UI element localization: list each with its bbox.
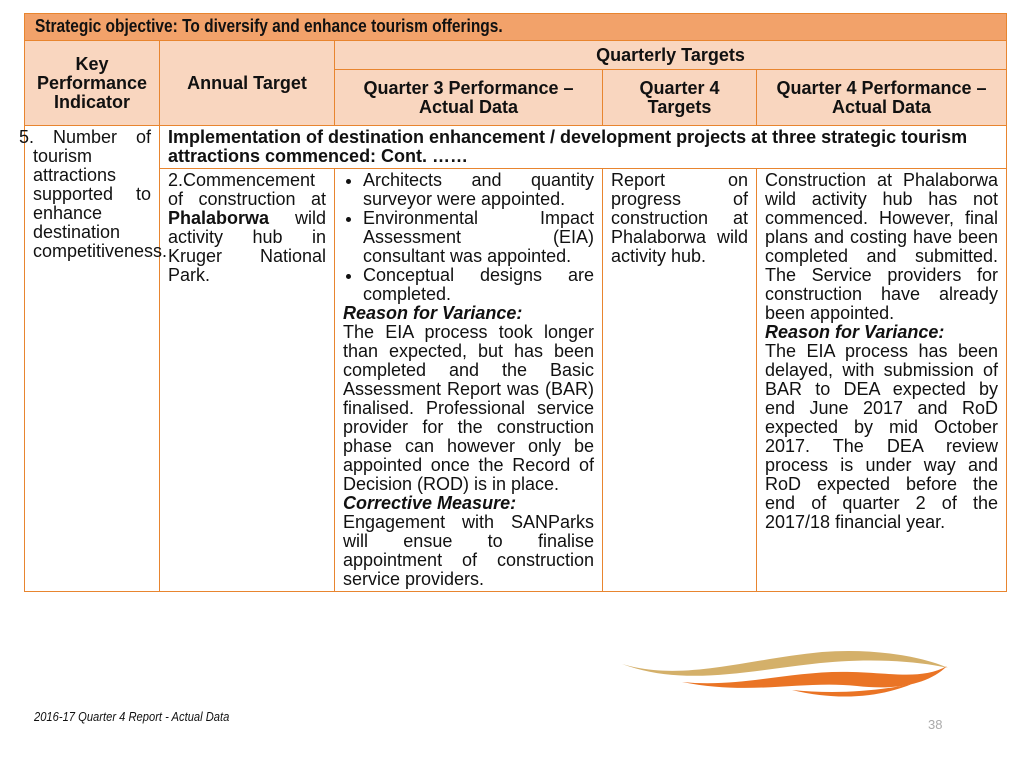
annual-target-header-label: Annual Target (187, 72, 307, 93)
q4-actual-cell (757, 169, 1007, 592)
strategic-objective: Strategic objective: To diversify and enhance tourism offerings. (35, 16, 503, 36)
q3-bullet: • Environmental Impact Assessment (EIA) consultant was appointed. (363, 209, 594, 266)
q4-targets-header (603, 70, 757, 126)
q4-target-cell (603, 169, 757, 592)
q4-reason-text: The EIA process has been delayed, with submission of BAR to DEA expected by end June 2017 and RoD expected by mid October 2017. The DEA review process is under way and RoD expected before the end of quarter 2 of the 2017/18 financial year. (765, 341, 999, 532)
q3-bullet: • Architects and quantity surveyor were appointed. (363, 171, 594, 209)
q3-bullet-list (343, 171, 594, 304)
kpi-cell (19, 126, 168, 592)
q3-actual-cell (335, 169, 603, 592)
span-row-text: Implementation of destination enhancement / development projects at three strategic tourism attractions commenced: Cont. …… (168, 127, 968, 166)
annual-target-prefix: 2.Commencement of construction at (168, 170, 326, 209)
q3-actual-header-label: Quarter 3 Performance – Actual Data (363, 77, 574, 117)
span-row-cell (160, 126, 1007, 169)
footer-text (34, 709, 261, 724)
q3-actual-header (335, 70, 603, 126)
kpi-header-label: Key Performance Indicator (36, 53, 148, 112)
q3-reason-text: The EIA process took longer than expected, but has been completed and the Basic Assessment Report was (BAR) finalised. Professional service provider for the construction phase can however only be appointed once the Record of Decision (ROD) is in place. (343, 322, 594, 494)
q4-target-text: Report on progress of construction at Phalaborwa wild activity hub. (611, 170, 748, 266)
strategic-objective-row (25, 14, 1007, 41)
quarterly-targets-header (335, 41, 1007, 70)
footer-label: 2016-17 Quarter 4 Report - Actual Data (34, 709, 230, 724)
q4-reason-label: Reason for Variance: (765, 322, 945, 342)
q3-corrective-text: Engagement with SANParks will ensue to finalise appointment of construction service providers. (343, 512, 594, 589)
q4-actual-header (757, 70, 1007, 126)
swoosh-logo (622, 646, 952, 706)
page-number: 38 (928, 717, 943, 732)
q4-actual-header-label: Quarter 4 Performance – Actual Data (776, 77, 987, 117)
annual-target-header (160, 41, 335, 126)
logo-gold-swoosh (622, 651, 948, 676)
quarterly-targets-label: Quarterly Targets (596, 44, 745, 65)
annual-target-location: Phalaborwa (168, 208, 270, 228)
performance-table (19, 13, 1007, 592)
annual-target-cell (160, 169, 335, 592)
q3-corrective-label: Corrective Measure: (343, 493, 517, 513)
kpi-text: 5. Number of tourism attractions supported to enhance destination competitiveness. (19, 127, 168, 261)
q4-actual-text: Construction at Phalaborwa wild activity hub has not commenced. However, final plans and costing have been completed and submitted. The Service providers for construction have already been appointed. (765, 170, 999, 323)
q3-bullet: • Conceptual designs are completed. (363, 266, 594, 304)
kpi-header (25, 41, 160, 126)
q3-reason-label: Reason for Variance: (343, 303, 523, 323)
q4-targets-header-label: Quarter 4 Targets (639, 77, 720, 117)
annual-target-suffix: wild activity hub in Kruger National Park. (168, 208, 326, 285)
